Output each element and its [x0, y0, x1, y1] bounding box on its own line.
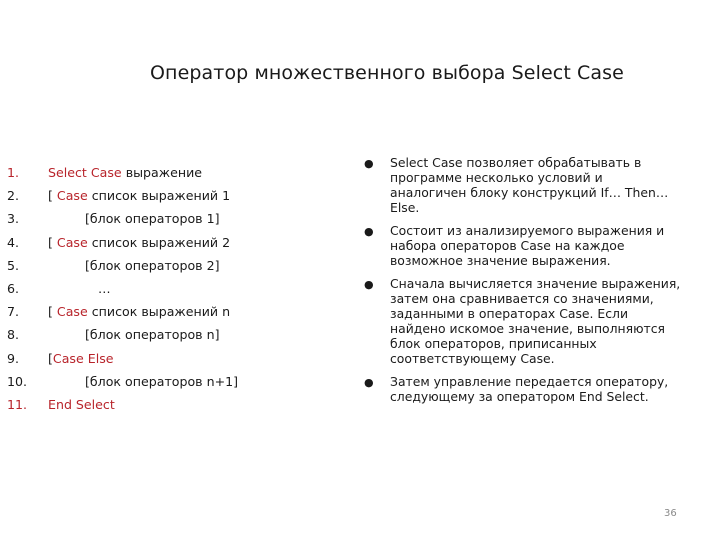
line-number: 7. [7, 304, 20, 320]
code-line [7, 161, 337, 184]
bullet-dot-icon: ● [364, 157, 374, 170]
code-fragment: [ [48, 304, 53, 320]
code-fragment: [ [48, 234, 53, 250]
keyword: Select Case [48, 165, 122, 180]
code-text [85, 370, 238, 393]
code-text [48, 300, 230, 323]
code-line [7, 393, 337, 416]
bullet-text: Сначала вычисляется значение выражения, затем она сравнивается со значениями, заданными в операторах Case. Если найдено искомое значение, выполняются блок операторов, приписанных соответствующему Case. [390, 275, 681, 367]
keyword: End Select [48, 396, 115, 412]
keyword: Case [52, 234, 88, 250]
code-line [7, 254, 337, 277]
line-number: 10. [7, 373, 28, 389]
code-text [48, 161, 202, 184]
line-number: 9. [7, 350, 20, 366]
bullet-item [362, 374, 682, 404]
code-line [7, 231, 337, 254]
line-number: 3. [7, 211, 20, 227]
code-fragment: … [98, 280, 111, 296]
line-number: 4. [7, 234, 20, 250]
code-fragment: [блок операторов 1] [85, 211, 220, 227]
code-fragment: [блок операторов n] [85, 327, 220, 343]
line-number: 5. [7, 257, 20, 273]
code-text [48, 393, 115, 416]
bullet-list [362, 155, 682, 411]
code-text [48, 184, 230, 207]
code-line [7, 207, 337, 230]
bullet-text: Затем управление передается оператору, следующему за оператором End Select. [390, 373, 669, 404]
code-listing [7, 161, 337, 416]
code-fragment: [ [48, 188, 53, 204]
keyword: Case [52, 304, 88, 320]
code-line [7, 323, 337, 346]
line-number: 11. [7, 396, 28, 412]
code-line [7, 300, 337, 323]
line-number: 1. [7, 165, 20, 180]
bullet-dot-icon: ● [364, 375, 374, 389]
line-number: 2. [7, 188, 20, 204]
code-fragment: список выражений 2 [87, 234, 231, 250]
code-fragment: [ [48, 350, 53, 366]
bullet-text: Select Case позволяет обрабатывать в программе несколько условий и аналогичен блоку конструкций If… Then…Else. [390, 155, 669, 216]
keyword: Case [52, 188, 88, 204]
keyword: Case Else [52, 350, 114, 366]
code-fragment: список выражений n [87, 304, 231, 320]
bullet-item [362, 223, 682, 268]
bullet-item [362, 276, 682, 367]
line-number: 6. [7, 280, 20, 296]
bullet-item [362, 155, 682, 215]
bullet-dot-icon: ● [364, 224, 374, 238]
code-fragment: выражение [121, 165, 203, 180]
code-text [98, 277, 111, 300]
bullet-dot-icon: ● [364, 277, 374, 291]
code-fragment: список выражений 1 [87, 188, 231, 204]
code-text [85, 207, 220, 230]
code-text [85, 323, 220, 346]
code-line [7, 347, 337, 370]
code-fragment: [блок операторов n+1] [85, 373, 239, 389]
code-text [48, 347, 114, 370]
code-fragment: [блок операторов 2] [85, 257, 220, 273]
line-number: 8. [7, 327, 20, 343]
code-text [48, 231, 230, 254]
code-line [7, 184, 337, 207]
bullet-text: Состоит из анализируемого выражения и набора операторов Case на каждое возможное значение выражения. [390, 222, 665, 269]
slide-title: Оператор множественного выбора Select Case [150, 62, 624, 84]
code-line [7, 370, 337, 393]
code-text [85, 254, 220, 277]
code-line [7, 277, 337, 300]
page-number: 36 [664, 508, 677, 519]
